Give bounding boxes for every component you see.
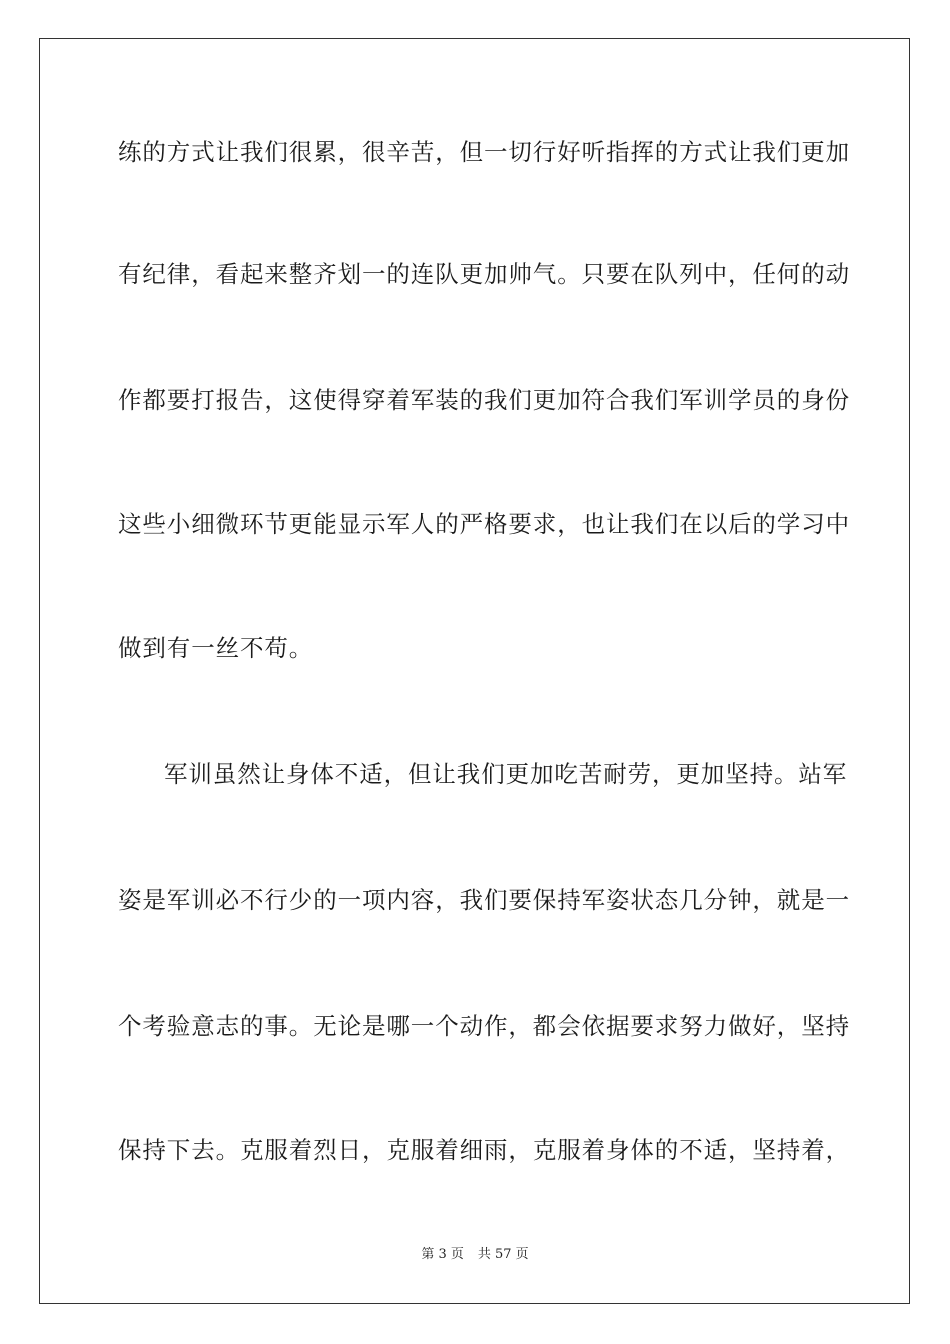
page-number: 第 3 页 (421, 1247, 464, 1262)
text-line-3: 作都要打报告，这使得穿着军装的我们更加符合我们军训学员的身份 (118, 386, 850, 414)
text-line-1: 练的方式让我们很累，很辛苦，但一切行好听指挥的方式让我们更加 (118, 138, 850, 166)
text-line-8: 个考验意志的事。无论是哪一个动作，都会依据要求努力做好，坚持 (118, 1012, 850, 1040)
text-line-6-paragraph-start: 军训虽然让身体不适，但让我们更加吃苦耐劳，更加坚持。站军 (164, 760, 848, 788)
text-line-4: 这些小细微环节更能显示军人的严格要求，也让我们在以后的学习中 (118, 510, 850, 538)
total-pages: 共 57 页 (477, 1247, 529, 1262)
page-footer (0, 1246, 950, 1264)
page-border (39, 38, 910, 1304)
text-line-7: 姿是军训必不行少的一项内容，我们要保持军姿状态几分钟，就是一 (118, 886, 850, 914)
text-line-2: 有纪律，看起来整齐划一的连队更加帅气。只要在队列中，任何的动 (118, 260, 850, 288)
text-line-5: 做到有一丝不苟。 (118, 634, 314, 662)
text-line-9: 保持下去。克服着烈日，克服着细雨，克服着身体的不适，坚持着， (118, 1136, 850, 1164)
